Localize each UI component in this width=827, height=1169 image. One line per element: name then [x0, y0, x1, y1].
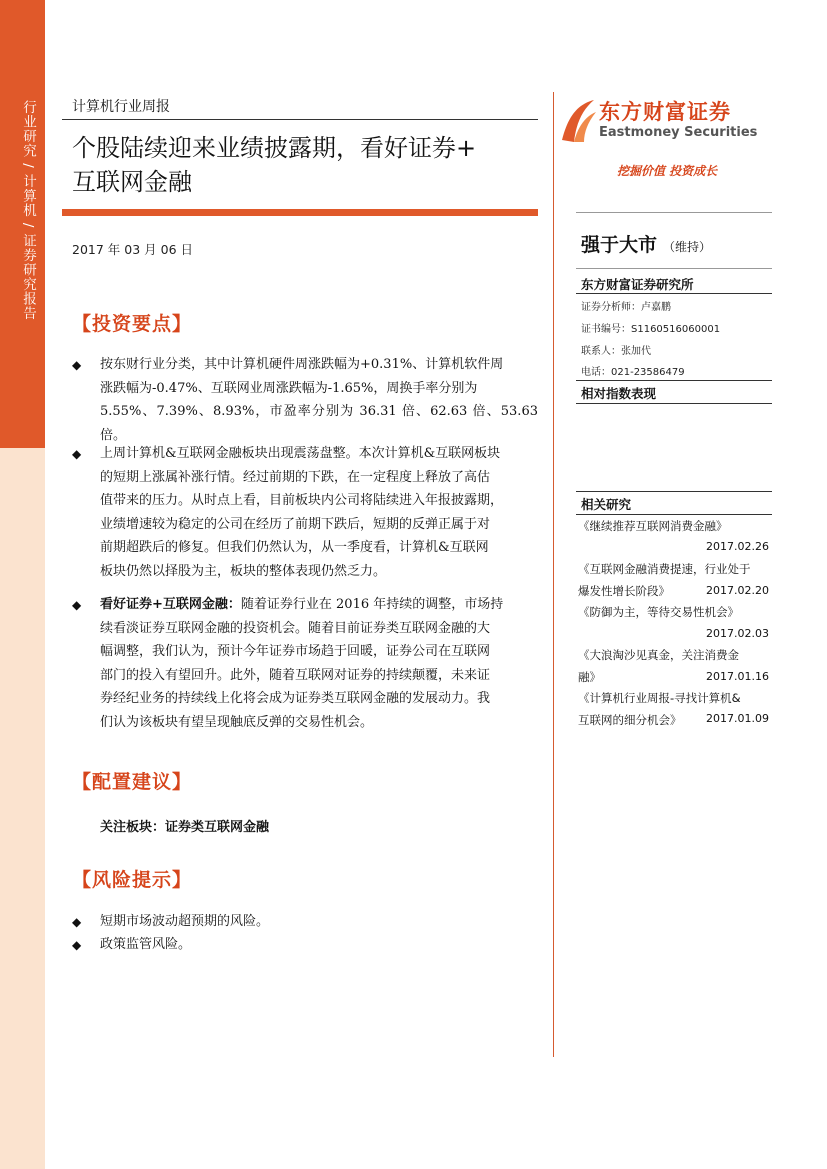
rating [581, 230, 711, 257]
text-line [100, 593, 538, 617]
related-item-title: 爆发性增长阶段》 [578, 584, 670, 598]
column-divider [553, 92, 554, 1057]
title-line-2: 互联网金融 [72, 168, 192, 196]
bullet-icon: ◆ [72, 447, 82, 461]
page-title [72, 131, 542, 199]
brand-slogan: 挖掘价值 投资成长 [617, 164, 718, 178]
related-bottom-rule [576, 514, 772, 515]
text-line: 板块仍然以择股为主，板块的整体表现仍然乏力。 [100, 563, 387, 579]
title-line-1: 个股陆续迎来业绩披露期，看好证券+ [72, 134, 477, 162]
text-line: 值带来的压力。从时点上看，目前板块内公司将陆续进入年报披露期， [100, 493, 504, 508]
key-point-2 [100, 442, 538, 583]
report-date: 2017 年 03 月 06 日 [72, 242, 193, 257]
key-points-heading: 【投资要点】 [72, 313, 193, 335]
risk-item-1: 短期市场波动超预期的风险。 [100, 914, 270, 929]
text-line: 券经纪业务的持续线上化将会成为证券类互联网金融的发展动力。我 [100, 691, 491, 706]
related-item-date: 2017.02.03 [706, 627, 769, 640]
text-line: 业绩增速较为稳定的公司在经历了前期下跌后，短期的反弹正属于对 [100, 516, 491, 532]
bullet-icon: ◆ [72, 358, 82, 372]
text-line: 5.55%、7.39%、8.93%，市盈率分别为 36.31 倍、62.63 倍、53.63 倍。 [100, 404, 538, 443]
brand-name-cn: 东方财富证券 [599, 100, 731, 124]
text-line: 按东财行业分类，其中计算机硬件周涨跌幅为+0.31%、计算机软件周 [100, 357, 504, 372]
analyst-name: 证券分析师：卢嘉鹏 [581, 302, 671, 313]
sidebar-light-bar [0, 448, 45, 1169]
rating-bottom-rule [576, 268, 772, 269]
text-line: 前期超跌后的修复。但我们仍然认为，从一季度看，计算机&互联网 [100, 540, 489, 555]
related-item-title: 《继续推荐互联网消费金融》 [578, 519, 728, 533]
risk-item-2: 政策监管风险。 [100, 937, 192, 952]
index-bottom-rule [576, 403, 772, 404]
related-item-date: 2017.01.09 [706, 712, 769, 725]
allocation-focus: 关注板块：证券类互联网金融 [100, 820, 270, 835]
related-item-date: 2017.01.16 [706, 670, 769, 683]
risk-heading: 【风险提示】 [72, 869, 193, 891]
rating-label: 强于大市 [581, 234, 658, 256]
index-performance-heading: 相对指数表现 [581, 386, 657, 401]
research-institute: 东方财富证券研究所 [581, 277, 694, 292]
bullet-icon: ◆ [72, 938, 82, 952]
text-line: 幅调整，我们认为，预计今年证券市场趋于回暖，证券公司在互联网 [100, 644, 491, 659]
related-item-1[interactable] [578, 518, 770, 534]
emphasis-text: 看好证券+互联网金融： [100, 597, 241, 612]
index-top-rule [576, 380, 772, 381]
key-point-3 [100, 593, 538, 734]
brand-name-en: Eastmoney Securities [599, 125, 758, 140]
text-fragment: 随着证券行业在 2016 年持续的调整，市场持 [240, 597, 504, 612]
related-item-date: 2017.02.26 [706, 540, 769, 553]
bullet-icon: ◆ [72, 915, 82, 929]
related-item-date: 2017.02.20 [706, 584, 769, 597]
related-item-title: 互联网的细分机会》 [578, 713, 682, 727]
related-item-title: 《大浪淘沙见真金，关注消费金 [578, 648, 739, 662]
sidebar-category-label: 行业研究 / 计算机 / 证券研究报告 [20, 100, 36, 321]
report-type: 计算机行业周报 [72, 99, 170, 115]
contact-person: 联系人：张加代 [581, 346, 651, 357]
text-line: 部门的投入有望回升。此外，随着互联网对证券的持续颠覆，未来证 [100, 667, 491, 683]
related-item-title: 《防御为主，等待交易性机会》 [578, 605, 739, 619]
analyst-cert: 证书编号：S1160516060001 [581, 324, 721, 335]
related-research-heading: 相关研究 [581, 497, 632, 512]
bullet-icon: ◆ [72, 598, 82, 612]
title-divider [62, 209, 538, 216]
rating-note: （维持） [663, 240, 712, 254]
text-line: 上周计算机&互联网金融板块出现震荡盘整。本次计算机&互联网板块 [100, 446, 501, 461]
text-line: 涨跌幅为-0.47%、互联网业周涨跌幅为-1.65%，周换手率分别为 [100, 380, 478, 396]
related-item-title: 《互联网金融消费提速，行业处于 [578, 562, 751, 576]
text-line: 续看淡证券互联网金融的投资机会。随着目前证券类互联网金融的大 [100, 620, 491, 636]
rating-top-rule [576, 212, 772, 213]
contact-phone: 电话：021-23586479 [581, 367, 685, 378]
related-top-rule [576, 491, 772, 492]
institute-rule [576, 293, 772, 294]
allocation-heading: 【配置建议】 [72, 771, 193, 793]
related-item-3[interactable] [578, 604, 770, 620]
text-line: 的短期上涨属补涨行情。经过前期的下跌，在一定程度上释放了高估 [100, 469, 491, 485]
eastmoney-logo-icon [558, 96, 598, 146]
header-divider [62, 119, 538, 120]
key-point-1 [100, 353, 538, 447]
text-line: 们认为该板块有望呈现触底反弹的交易性机会。 [100, 714, 374, 730]
related-item-title: 《计算机行业周报-寻找计算机& [578, 691, 741, 705]
related-item-title: 融》 [578, 670, 601, 684]
